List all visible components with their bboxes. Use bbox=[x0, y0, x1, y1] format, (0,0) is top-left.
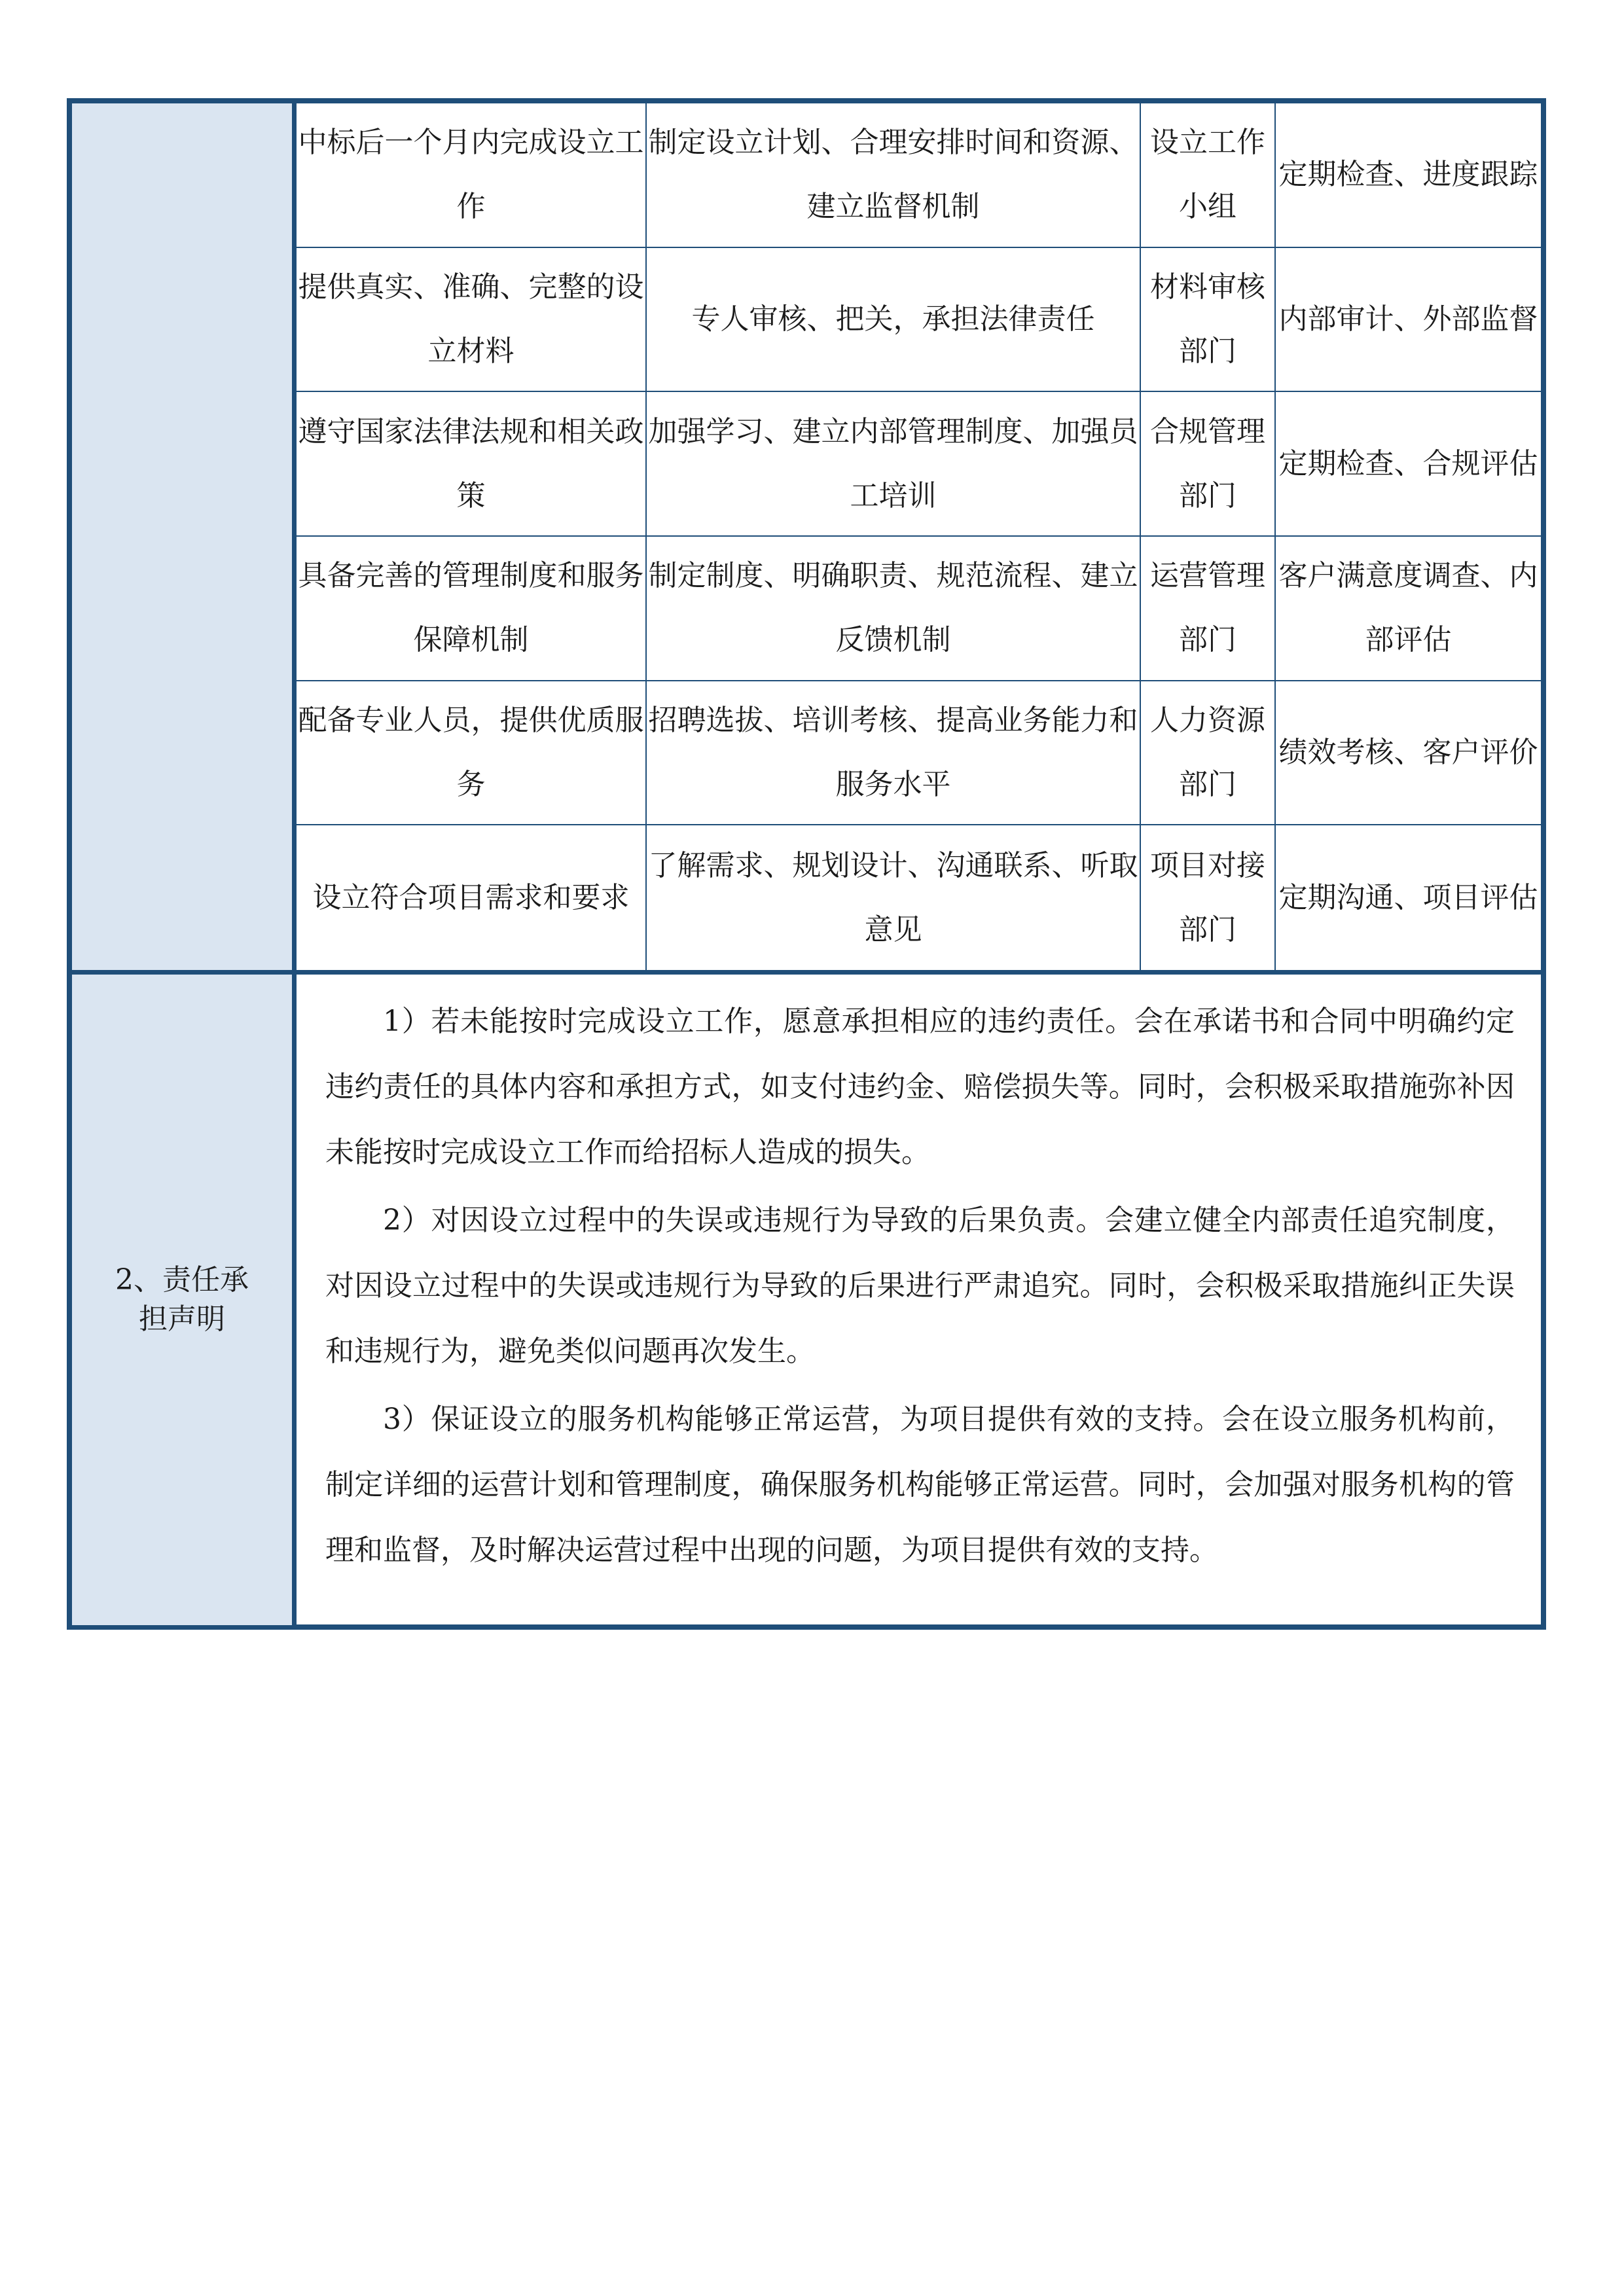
measures-cell: 制定制度、明确职责、规范流程、建立反馈机制 bbox=[647, 537, 1141, 681]
section-label: 2、责任承担声明 bbox=[115, 1263, 249, 1336]
commitment-cell: 设立符合项目需求和要求 bbox=[297, 825, 647, 970]
statement-paragraph: 3）保证设立的服务机构能够正常运营，为项目提供有效的支持。会在设立服务机构前，制定详细的运营计划和管理制度，确保服务机构能够正常运营。同时，会加强对服务机构的管理和监督，及时解决运营过程中出现的问题，为项目提供有效的支持。 bbox=[325, 1403, 1515, 1567]
responsibility-statements bbox=[297, 975, 1541, 1625]
measures-cell: 制定设立计划、合理安排时间和资源、建立监督机制 bbox=[647, 103, 1141, 248]
label-column-bottom bbox=[72, 975, 292, 1625]
measures-grid bbox=[297, 103, 1541, 970]
measures-cell: 加强学习、建立内部管理制度、加强员工培训 bbox=[647, 392, 1141, 537]
measures-cell: 了解需求、规划设计、沟通联系、听取意见 bbox=[647, 825, 1141, 970]
commitment-cell: 遵守国家法律法规和相关政策 bbox=[297, 392, 647, 537]
supervision-cell: 定期检查、合规评估 bbox=[1276, 392, 1541, 537]
measures-cell: 招聘选拔、培训考核、提高业务能力和服务水平 bbox=[647, 681, 1141, 826]
commitment-cell: 配备专业人员，提供优质服务 bbox=[297, 681, 647, 826]
supervision-cell: 内部审计、外部监督 bbox=[1276, 248, 1541, 393]
responsible-cell: 人力资源部门 bbox=[1141, 681, 1276, 826]
commitment-table bbox=[67, 98, 1546, 1630]
responsible-cell: 项目对接部门 bbox=[1141, 825, 1276, 970]
supervision-cell: 客户满意度调查、内部评估 bbox=[1276, 537, 1541, 681]
responsible-cell: 设立工作小组 bbox=[1141, 103, 1276, 248]
responsible-cell: 运营管理部门 bbox=[1141, 537, 1276, 681]
responsible-cell: 合规管理部门 bbox=[1141, 392, 1276, 537]
section-divider bbox=[72, 970, 1541, 975]
column-divider bbox=[292, 103, 297, 1624]
commitment-cell: 具备完善的管理制度和服务保障机制 bbox=[297, 537, 647, 681]
supervision-cell: 定期沟通、项目评估 bbox=[1278, 880, 1538, 914]
measures-cell: 专人审核、把关，承担法律责任 bbox=[647, 248, 1141, 393]
commitment-cell: 提供真实、准确、完整的设立材料 bbox=[297, 248, 647, 393]
statement-paragraph: 1）若未能按时完成设立工作，愿意承担相应的违约责任。会在承诺书和合同中明确约定违约责任的具体内容和承担方式，如支付违约金、赔偿损失等。同时，会积极采取措施弥补因未能按时完成设立工作而给招标人造成的损失。 bbox=[325, 1005, 1515, 1169]
statement-paragraph: 2）对因设立过程中的失误或违规行为导致的后果负责。会建立健全内部责任追究制度，对因设立过程中的失误或违规行为导致的后果进行严肃追究。同时，会积极采取措施纠正失误和违规行为，避免类似问题再次发生。 bbox=[325, 1204, 1515, 1368]
supervision-cell: 定期检查、进度跟踪 bbox=[1276, 103, 1541, 248]
label-column-top bbox=[72, 103, 292, 970]
commitment-cell: 中标后一个月内完成设立工作 bbox=[297, 103, 647, 248]
responsible-cell: 材料审核部门 bbox=[1141, 248, 1276, 393]
supervision-cell: 绩效考核、客户评价 bbox=[1276, 681, 1541, 826]
